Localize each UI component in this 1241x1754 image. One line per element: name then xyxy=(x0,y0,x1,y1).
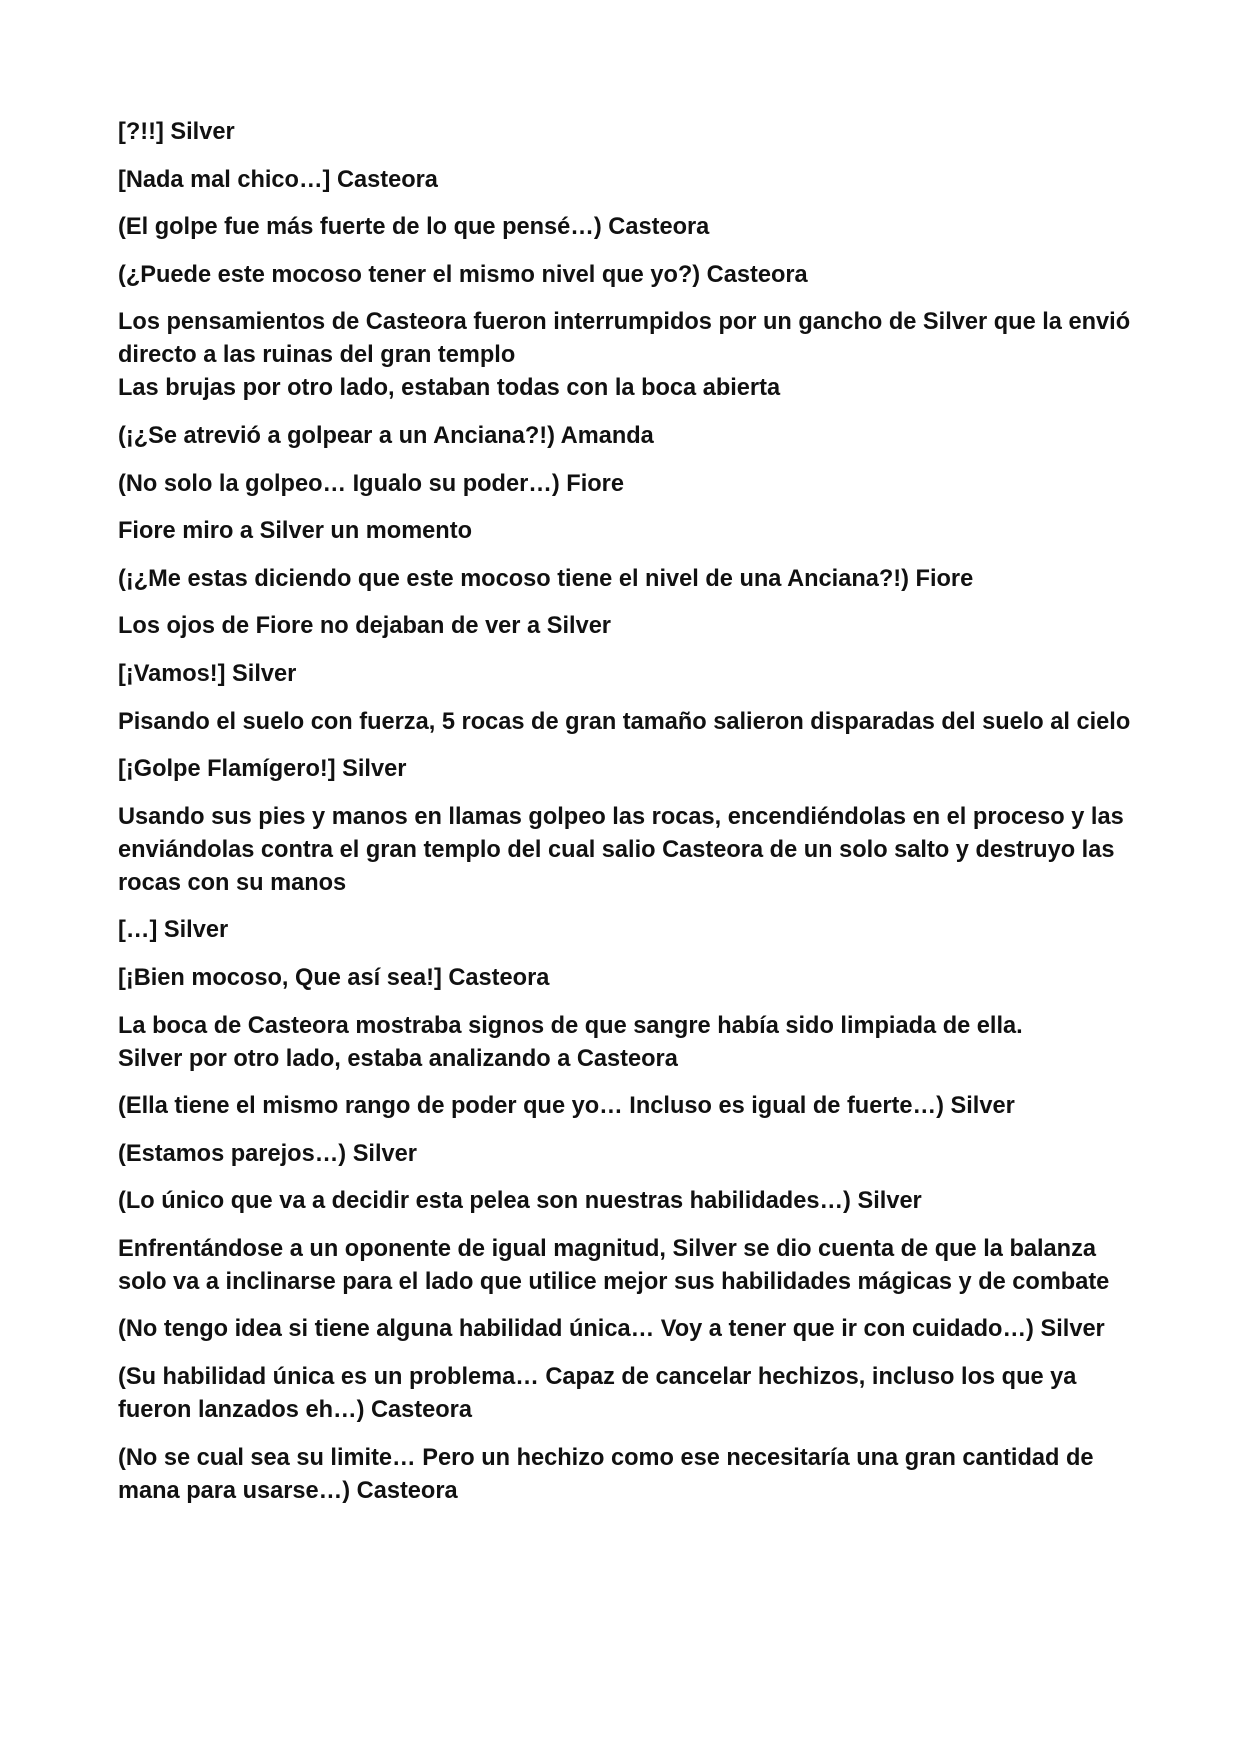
paragraph-4: (¿Puede este mocoso tener el mismo nivel que yo?) Casteora xyxy=(118,261,808,288)
paragraph-1: [?!!] Silver xyxy=(118,119,235,145)
paragraph-24: (No tengo idea si tiene alguna habilidad única… Voy a tener que ir con cuidado…) Silver xyxy=(118,1316,1105,1343)
paragraph-17: [¡Bien mocoso, Que así sea!] Casteora xyxy=(118,964,550,991)
paragraph-26: (No se cual sea su limite… Pero un hechizo como ese necesitaría una gran cantidad de mana para usarse…) Casteora xyxy=(118,1444,1094,1504)
paragraph-14: [¡Golpe Flamígero!] Silver xyxy=(118,756,407,783)
paragraph-15: Usando sus pies y manos en llamas golpeo las rocas, encendiéndolas en el proceso y las enviándolas contra el gran templo del cual salio Casteora de un solo salto y destruyo las rocas con su manos xyxy=(118,803,1124,896)
paragraph-10: (¡¿Me estas diciendo que este mocoso tiene el nivel de una Anciana?!) Fiore xyxy=(118,565,974,592)
paragraph-5: Los pensamientos de Casteora fueron interrumpidos por un gancho de Silver que la envió directo a las ruinas del gran templo xyxy=(118,309,1131,369)
paragraph-12: [¡Vamos!] Silver xyxy=(118,660,297,687)
paragraph-7: (¡¿Se atrevió a golpear a un Anciana?!) Amanda xyxy=(118,422,654,449)
paragraph-16: […] Silver xyxy=(118,917,229,944)
paragraph-22: (Lo único que va a decidir esta pelea son nuestras habilidades…) Silver xyxy=(118,1188,922,1215)
paragraph-3: (El golpe fue más fuerte de lo que pensé…) Casteora xyxy=(118,214,710,241)
paragraph-23: Enfrentándose a un oponente de igual magnitud, Silver se dio cuenta de que la balanza solo va a inclinarse para el lado que utilice mejor sus habilidades mágicas y de combate xyxy=(118,1235,1110,1295)
paragraph-8: (No solo la golpeo… Igualo su poder…) Fiore xyxy=(118,470,624,497)
paragraph-6: Las brujas por otro lado, estaban todas con la boca abierta xyxy=(118,375,781,402)
paragraph-25: (Su habilidad única es un problema… Capaz de cancelar hechizos, incluso los que ya fueron lanzados eh…) Casteora xyxy=(118,1364,1077,1424)
paragraph-13: Pisando el suelo con fuerza, 5 rocas de gran tamaño salieron disparadas del suelo al cielo xyxy=(118,708,1131,735)
paragraph-2: [Nada mal chico…] Casteora xyxy=(118,166,438,193)
paragraph-20: (Ella tiene el mismo rango de poder que yo… Incluso es igual de fuerte…) Silver xyxy=(118,1093,1015,1120)
paragraph-11: Los ojos de Fiore no dejaban de ver a Silver xyxy=(118,613,611,640)
paragraph-18: La boca de Casteora mostraba signos de que sangre había sido limpiada de ella. xyxy=(118,1012,1023,1039)
paragraph-21: (Estamos parejos…) Silver xyxy=(118,1140,417,1167)
document-body xyxy=(118,116,1138,1522)
paragraph-19: Silver por otro lado, estaba analizando a Casteora xyxy=(118,1045,678,1072)
paragraph-9: Fiore miro a Silver un momento xyxy=(118,518,472,545)
